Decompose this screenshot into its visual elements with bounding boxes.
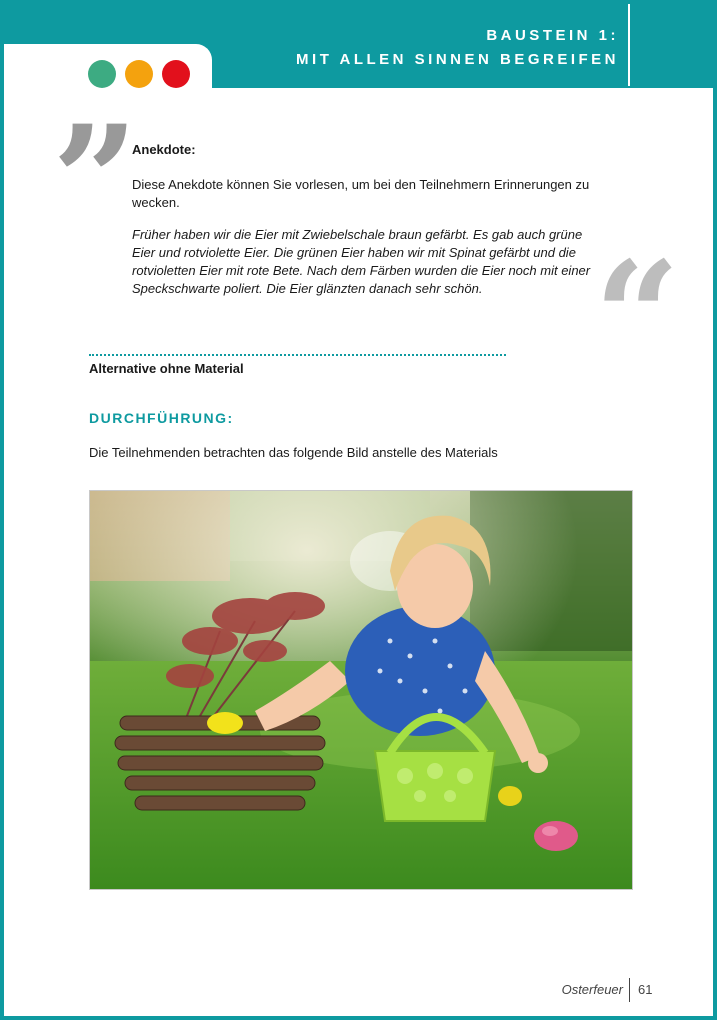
easter-photo (89, 490, 633, 890)
closing-quote-icon: “ (594, 242, 681, 332)
orange-dot-icon (125, 60, 153, 88)
green-dot-icon (88, 60, 116, 88)
anecdote-heading: Anekdote: (132, 142, 196, 157)
procedure-text: Die Teilnehmenden betrachten das folgende Bild anstelle des Materials (89, 445, 498, 460)
page-number: 61 (638, 982, 653, 997)
red-dot-icon (162, 60, 190, 88)
header-spacer (4, 88, 713, 108)
chapter-title-line2: MIT ALLEN SINNEN BEGREIFEN (296, 51, 619, 68)
opening-quote-icon: ” (52, 106, 139, 196)
anecdote-story: Früher haben wir die Eier mit Zwiebelschale braun gefärbt. Es gab auch grüne Eier und rotviolette Eier. Die grünen Eier haben wir mit Spinat gefärbt und die rotvioletten Eier mit rote Bete. Nach dem Färben wurden die Eier noch mit einer Speckschwarte poliert. Die Eier glänzten danach sehr schön. (132, 227, 591, 296)
alternative-heading: Alternative ohne Material (89, 361, 244, 376)
anecdote-intro: Diese Anekdote können Sie vorlesen, um bei den Teilnehmern Erinnerungen zu wecken. (132, 177, 590, 210)
chapter-title (296, 24, 619, 72)
header-divider (628, 4, 630, 86)
footer-divider (629, 978, 630, 1002)
chapter-title-line1: BAUSTEIN 1: (486, 27, 619, 44)
dotted-divider (89, 354, 506, 356)
footer-title: Osterfeuer (561, 982, 623, 997)
procedure-heading: DURCHFÜHRUNG: (89, 410, 234, 426)
